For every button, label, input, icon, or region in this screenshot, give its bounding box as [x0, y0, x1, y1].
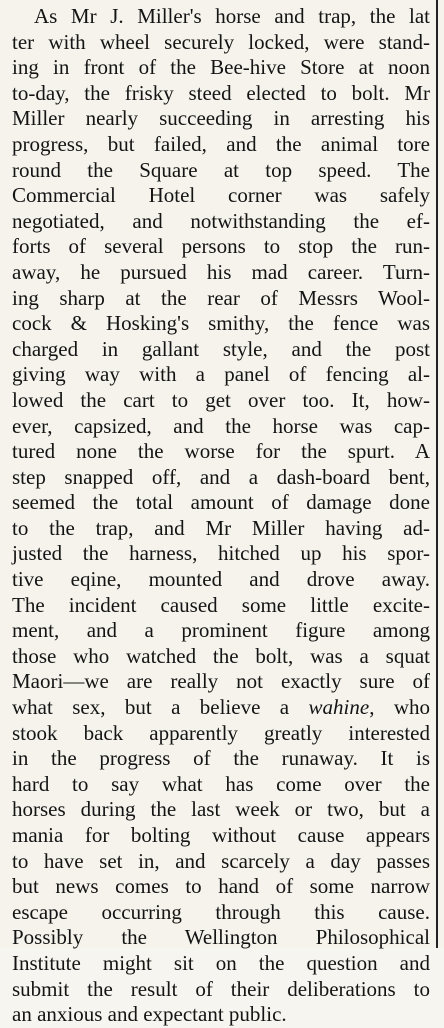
article-line: those who watched the bolt, was a squat	[12, 643, 430, 668]
article-line: but news comes to hand of some narrow	[12, 874, 430, 899]
article-line: hard to say what has come over the	[12, 771, 430, 796]
article-line: tive eqine, mounted and drove away.	[12, 567, 430, 592]
article-line: The incident caused some little excite-	[12, 592, 430, 617]
article-line: horses during the last week or two, but a	[12, 797, 430, 822]
article-line: an anxious and expectant public.	[12, 1002, 287, 1027]
article-line: forts of several persons to stop the run-	[12, 234, 430, 259]
article-line: submit the result of their deliberations to	[12, 976, 430, 1001]
article-line: mania for bolting without cause appears	[12, 823, 430, 847]
italic-word: wahine	[308, 695, 370, 720]
article-line: lowed the cart to get over too. It, how-	[12, 387, 430, 412]
article-line: Commercial Hotel corner was safely	[12, 183, 430, 208]
article-line: tured none the worse for the spurt. A	[12, 439, 430, 464]
article-line: away, he pursued his mad career. Turn-	[12, 259, 430, 284]
article-line: ing sharp at the rear of Messrs Wool-	[12, 285, 430, 310]
article-line: ing in front of the Bee-hive Store at noon	[12, 55, 430, 80]
article-line: cock & Hosking's smithy, the fence was	[12, 311, 430, 336]
article-line: progress, but failed, and the animal tore	[12, 131, 430, 156]
article-line: stook back apparently greatly interested	[12, 720, 430, 745]
article-line: negotiated, and notwithstanding the ef-	[12, 208, 430, 233]
article-line: As Mr J. Miller's horse and trap, the lat	[34, 4, 430, 28]
article-line: giving way with a panel of fencing al-	[12, 362, 430, 387]
article-line: seemed the total amount of damage done	[12, 490, 430, 515]
article-line: Institute might sit on the question and	[12, 950, 430, 975]
article-line: what sex, but a believe a wahine, who	[12, 695, 430, 720]
article-line: ment, and a prominent figure among	[12, 618, 430, 643]
article-line: round the Square at top speed. The	[12, 157, 430, 182]
article-line: to have set in, and scarcely a day passes	[12, 848, 430, 873]
article-line: ever, capsized, and the horse was cap-	[12, 413, 430, 438]
article-line: in the progress of the runaway. It is	[12, 746, 430, 771]
article-line: step snapped off, and a dash-board bent,	[12, 464, 430, 489]
article-line: justed the harness, hitched up his spor-	[12, 541, 430, 566]
article-line: Possibly the Wellington Philosophical	[12, 925, 430, 950]
article-line: charged in gallant style, and the post	[12, 336, 430, 361]
article-line: ter with wheel securely locked, were stand-	[12, 29, 430, 54]
article-line: Miller nearly succeeding in arresting his	[12, 106, 430, 131]
article-line: to the trap, and Mr Miller having ad-	[12, 515, 430, 540]
article-line: escape occurring through this cause.	[12, 899, 430, 924]
article-text	[12, 4, 430, 1028]
column-rule	[436, 0, 438, 948]
article-line: to-day, the frisky steed elected to bolt. Mr	[12, 80, 430, 105]
article-line: Maori—we are really not exactly sure of	[12, 669, 430, 694]
